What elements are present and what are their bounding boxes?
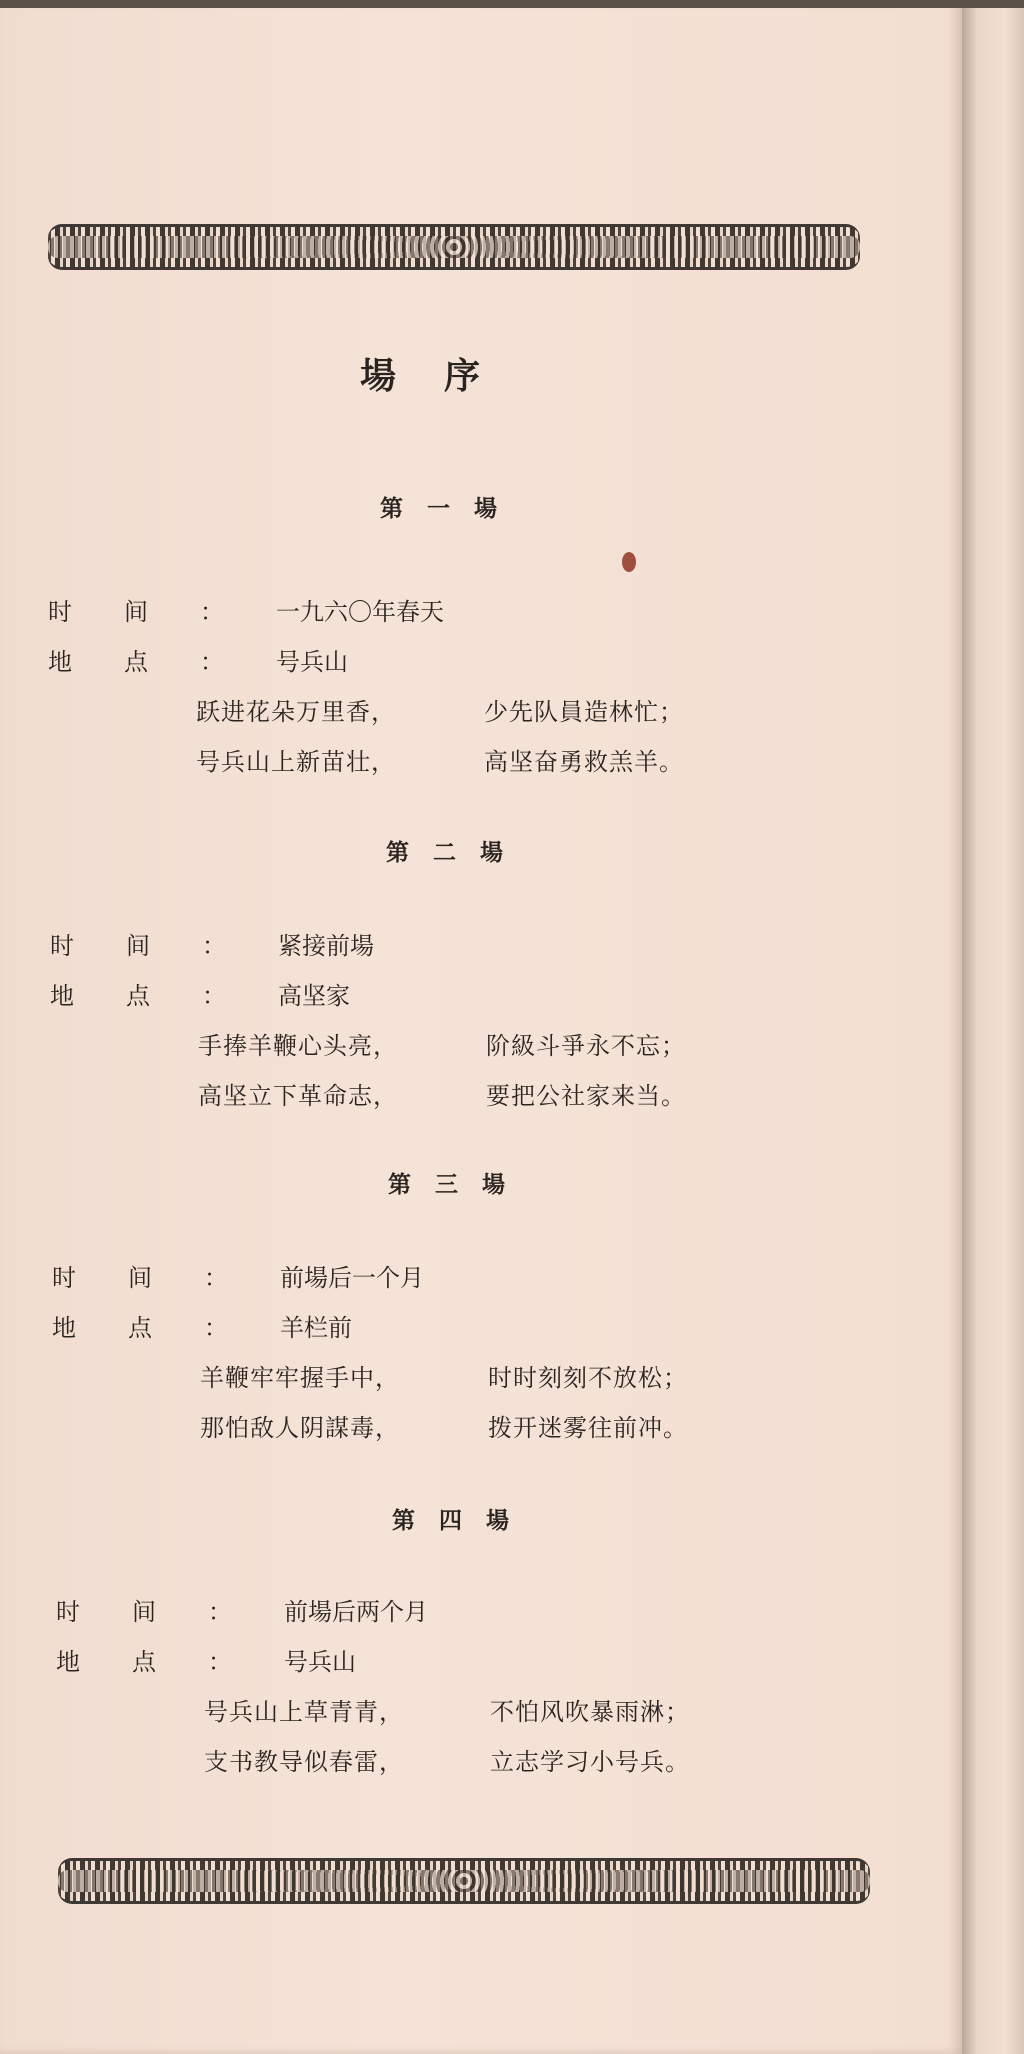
place-label: 地点： bbox=[52, 1314, 280, 1342]
verse-line: 拨开迷雾往前冲。 bbox=[488, 1414, 688, 1442]
time-label: 时间： bbox=[52, 1264, 280, 1292]
verse-line: 少先队員造林忙； bbox=[484, 698, 684, 726]
time-value: 一九六〇年春天 bbox=[276, 598, 444, 626]
place-label: 地点： bbox=[56, 1648, 284, 1676]
verse-line: 时时刻刻不放松； bbox=[488, 1364, 688, 1392]
scene-2-place bbox=[50, 976, 350, 1011]
time-value: 前場后两个月 bbox=[284, 1598, 428, 1626]
time-label: 时间： bbox=[48, 598, 276, 626]
time-label: 时间： bbox=[50, 932, 278, 960]
scene-1-place bbox=[48, 642, 348, 677]
scene-2-time bbox=[50, 926, 374, 961]
verse-line: 立志学习小号兵。 bbox=[490, 1748, 690, 1776]
place-value: 号兵山 bbox=[284, 1648, 356, 1676]
next-page-edge bbox=[962, 0, 1024, 2054]
verse-line: 号兵山上新苗壮， bbox=[196, 748, 396, 776]
scene-3-time bbox=[52, 1258, 424, 1293]
page-title: 場序 bbox=[360, 356, 529, 397]
verse-line: 那怕敌人阴謀毒， bbox=[200, 1414, 400, 1442]
verse-line: 要把公社家来当。 bbox=[486, 1082, 686, 1110]
place-value: 号兵山 bbox=[276, 648, 348, 676]
verse-line: 支书教导似春雷， bbox=[204, 1748, 404, 1776]
place-value: 高坚家 bbox=[278, 982, 350, 1010]
time-label: 时间： bbox=[56, 1598, 284, 1626]
ornamental-border-top bbox=[48, 224, 860, 270]
verse-line: 跃进花朵万里香， bbox=[196, 698, 396, 726]
place-label: 地点： bbox=[50, 982, 278, 1010]
scene-1-heading: 第一場 bbox=[380, 496, 521, 522]
verse-line: 手捧羊鞭心头亮， bbox=[198, 1032, 398, 1060]
place-label: 地点： bbox=[48, 648, 276, 676]
time-value: 前場后一个月 bbox=[280, 1264, 424, 1292]
scene-2-heading: 第二場 bbox=[386, 840, 527, 866]
verse-line: 高坚立下革命志， bbox=[198, 1082, 398, 1110]
verse-line: 阶級斗爭永不忘； bbox=[486, 1032, 686, 1060]
verse-line: 高坚奋勇救羔羊。 bbox=[484, 748, 684, 776]
ink-stain bbox=[622, 552, 636, 572]
scene-1-time bbox=[48, 592, 444, 627]
scene-3-place bbox=[52, 1308, 352, 1343]
scene-4-place bbox=[56, 1642, 356, 1677]
time-value: 紧接前場 bbox=[278, 932, 374, 960]
ornamental-border-bottom bbox=[58, 1858, 870, 1904]
verse-line: 号兵山上草青青， bbox=[204, 1698, 404, 1726]
book-top-edge bbox=[0, 0, 1024, 8]
verse-line: 不怕风吹暴雨淋； bbox=[490, 1698, 690, 1726]
scene-4-heading: 第四場 bbox=[392, 1508, 533, 1534]
scene-4-time bbox=[56, 1592, 428, 1627]
scene-3-heading: 第三場 bbox=[388, 1172, 529, 1198]
place-value: 羊栏前 bbox=[280, 1314, 352, 1342]
verse-line: 羊鞭牢牢握手中， bbox=[200, 1364, 400, 1392]
